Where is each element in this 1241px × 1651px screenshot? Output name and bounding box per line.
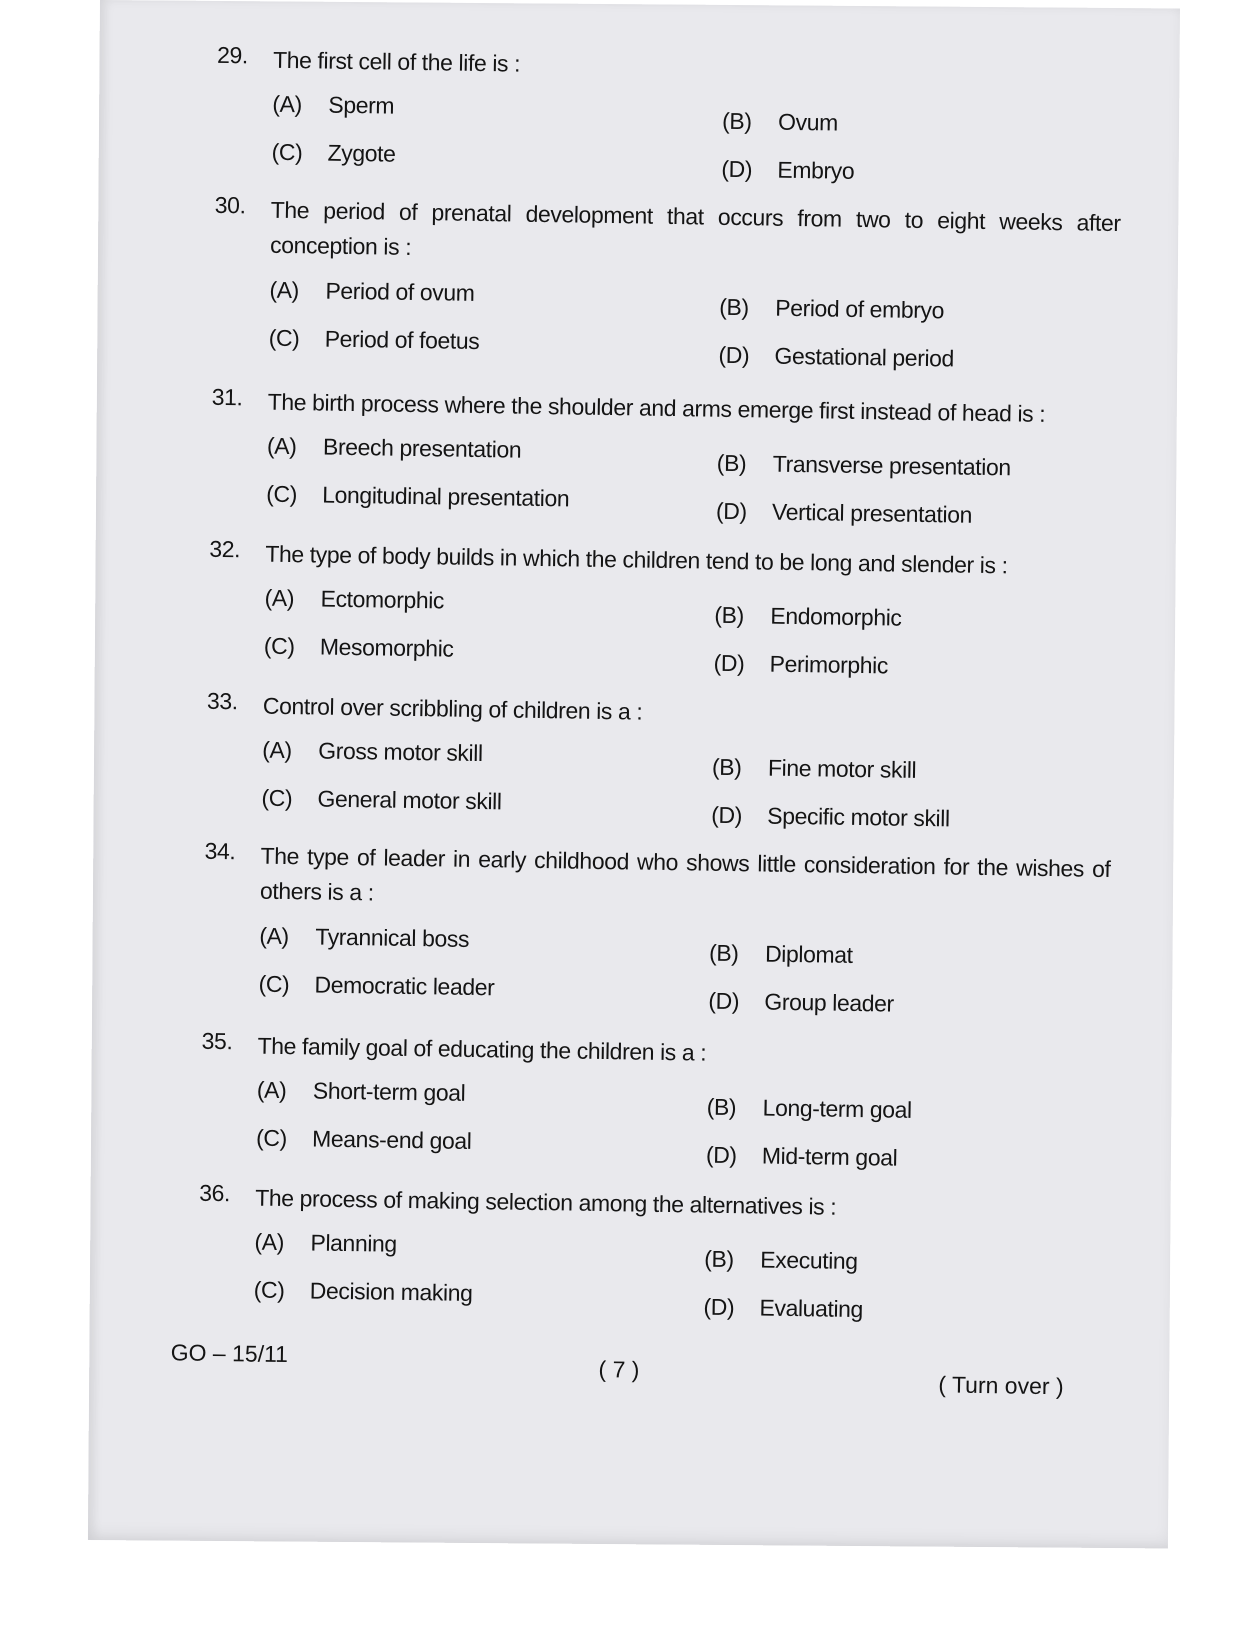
question-text: The period of prenatal development that occurs from two to eight weeks after conception is :: [269, 196, 1121, 260]
question-number: 32.: [209, 535, 241, 563]
option-b: (B) Ovum: [721, 107, 839, 136]
option-b: (B) Endomorphic: [714, 601, 902, 631]
question-number: 34.: [204, 837, 236, 865]
turn-over-note: ( Turn over ): [938, 1371, 1064, 1400]
option-d: (D) Gestational period: [718, 341, 955, 372]
option-c: (C) Zygote: [271, 138, 396, 167]
option-c: (C) Means-end goal: [255, 1124, 472, 1154]
option-c: (C) Longitudinal presentation: [266, 480, 570, 512]
question-text: The birth process where the shoulder and arms emerge first instead of head is :: [267, 388, 1046, 427]
option-c: (C) Period of foetus: [268, 324, 480, 354]
option-a: (A) Ectomorphic: [264, 584, 445, 614]
option-a: (A) Short-term goal: [256, 1076, 466, 1106]
question-number: 29.: [216, 41, 249, 69]
option-b: (B) Fine motor skill: [711, 753, 917, 783]
question-number: 35.: [201, 1027, 233, 1055]
option-d: (D) Embryo: [721, 155, 855, 184]
option-a: (A) Tyrannical boss: [259, 922, 470, 952]
option-a: (A) Breech presentation: [266, 432, 522, 463]
option-a: (A) Period of ovum: [269, 276, 475, 306]
question-text: The family goal of educating the children is a :: [257, 1032, 707, 1066]
option-d: (D) Group leader: [708, 987, 894, 1017]
option-c: (C) Decision making: [253, 1276, 473, 1307]
option-d: (D) Specific motor skill: [711, 801, 950, 832]
option-a: (A) Planning: [254, 1228, 398, 1257]
question-text: Control over scribbling of children is a :: [262, 692, 643, 725]
question-number: 30.: [214, 191, 246, 219]
option-a: (A) Sperm: [272, 90, 395, 119]
option-a: (A) Gross motor skill: [262, 736, 483, 767]
page-number: ( 7 ): [598, 1356, 640, 1383]
question-number: 31.: [211, 383, 243, 411]
option-b: (B) Executing: [704, 1245, 858, 1275]
option-d: (D) Perimorphic: [713, 649, 889, 679]
question-text: The type of body builds in which the children tend to be long and slender is :: [265, 540, 1008, 579]
option-c: (C) General motor skill: [261, 784, 502, 815]
option-b: (B) Diplomat: [708, 939, 853, 968]
option-b: (B) Long-term goal: [706, 1093, 912, 1123]
option-b: (B) Period of embryo: [719, 293, 945, 324]
option-d: (D) Evaluating: [703, 1293, 864, 1323]
paper-code: GO – 15/11: [170, 1339, 289, 1368]
exam-page: [76, 0, 1180, 1557]
question-text: The first cell of the life is :: [272, 46, 521, 77]
question-text: The process of making selection among the alternatives is :: [255, 1184, 837, 1220]
option-c: (C) Democratic leader: [258, 970, 495, 1001]
option-d: (D) Mid-term goal: [705, 1141, 898, 1171]
option-d: (D) Vertical presentation: [715, 497, 973, 528]
question-number: 33.: [206, 687, 238, 715]
question-number: 36.: [199, 1179, 231, 1207]
option-c: (C) Mesomorphic: [263, 632, 454, 662]
question-text: The type of leader in early childhood who shows little consideration for the wishes of others is a :: [259, 842, 1111, 906]
option-b: (B) Transverse presentation: [716, 449, 1011, 481]
